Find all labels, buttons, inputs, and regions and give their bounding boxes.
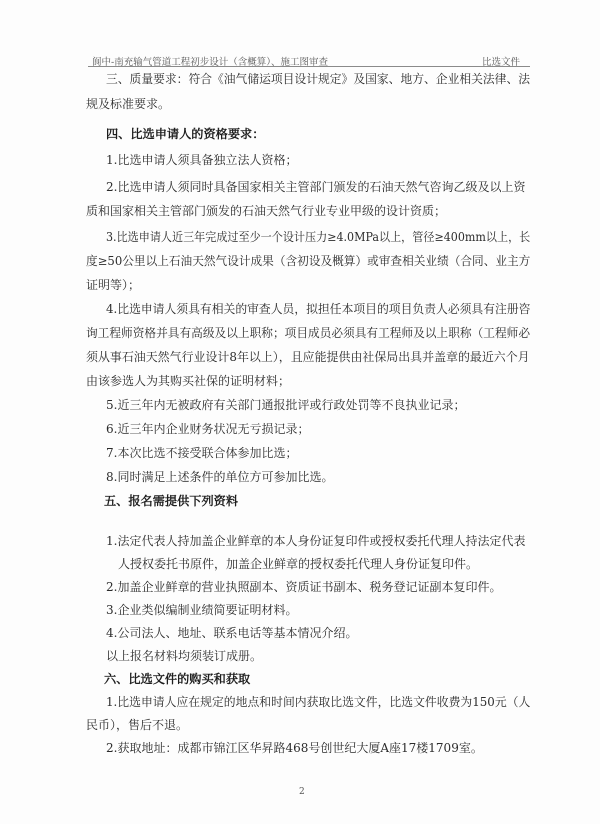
qualification-2: 2.比选申请人须同时具备国家相关主管部门颁发的石油天然气咨询乙级及以上资	[106, 180, 526, 194]
header-doc-type: 比选文件	[482, 57, 521, 68]
qualification-4-cont-c: 由该参选人为其购买社保的证明材料；	[86, 374, 291, 388]
document-1-cont: 人授权委托书原件，加盖企业鲜章的授权委托代理人身份证复印件。	[118, 557, 479, 571]
document-2: 2.加盖企业鲜章的营业执照副本、资质证书副本、税务登记证副本复印件。	[106, 580, 502, 594]
quality-requirement: 三、质量要求：符合《油气储运项目设计规定》及国家、地方、企业相关法律、法	[106, 72, 531, 86]
documents-binding-note: 以上报名材料均须装订成册。	[106, 649, 263, 663]
header-project-title: 阆中-南充输气管道工程初步设计（含概算）、施工图审查	[92, 57, 328, 68]
purchase-1-cont: 民币），售后不退。	[86, 718, 189, 732]
qualification-3-cont-b: 证明等）；	[86, 278, 141, 292]
section-6-title: 六、比选文件的购买和获取	[104, 672, 251, 686]
section-5-title: 五、报名需提供下列资料	[104, 494, 239, 508]
qualification-5: 5.近三年内无被政府有关部门通报批评或行政处罚等不良执业记录；	[106, 398, 466, 412]
quality-requirement-cont: 规及标准要求。	[86, 97, 171, 111]
page-number: 2	[299, 787, 305, 797]
qualification-4-cont-b: 须从事石油天然气行业设计8年以上），且应能提供由社保局出具并盖章的最近六个月	[86, 350, 530, 364]
header-rule	[88, 66, 530, 67]
qualification-4: 4.比选申请人须具有相关的审查人员，拟担任本项目的项目负责人必须具有注册咨	[106, 302, 531, 316]
document-4: 4.公司法人、地址、联系电话等基本情况介绍。	[106, 626, 358, 640]
qualification-7: 7.本次比选不接受联合体参加比选；	[106, 446, 298, 460]
purchase-1: 1.比选申请人应在规定的地点和时间内获取比选文件，比选文件收费为150元（人	[106, 695, 531, 709]
section-4-title: 四、比选申请人的资格要求：	[106, 127, 265, 141]
qualification-3-cont-a: 度≥50公里以上石油天然气设计成果（含初设及概算）或审查相关业绩（合同、业主方	[86, 254, 531, 268]
qualification-1: 1.比选申请人须具备独立法人资格；	[106, 153, 298, 167]
qualification-2-cont: 质和国家相关主管部门颁发的石油天然气行业专业甲级的设计资质；	[86, 204, 447, 218]
purchase-2-address: 2.获取地址：成都市锦江区华昇路468号创世纪大厦A座17楼1709室。	[106, 741, 483, 755]
document-1: 1.法定代表人持加盖企业鲜章的本人身份证复印件或授权委托代理人持法定代表	[106, 534, 526, 548]
qualification-8: 8.同时满足上述条件的单位方可参加比选。	[106, 470, 334, 484]
qualification-6: 6.近三年内企业财务状况无亏损记录；	[106, 422, 310, 436]
document-3: 3.企业类似编制业绩简要证明材料。	[106, 603, 298, 617]
qualification-3: 3.比选申请人近三年完成过至少一个设计压力≥4.0MPa以上，管径≥400mm以上，长	[106, 230, 531, 244]
qualification-4-cont-a: 询工程师资格并具有高级及以上职称；项目成员必须具有工程师及以上职称（工程师必	[86, 326, 531, 340]
